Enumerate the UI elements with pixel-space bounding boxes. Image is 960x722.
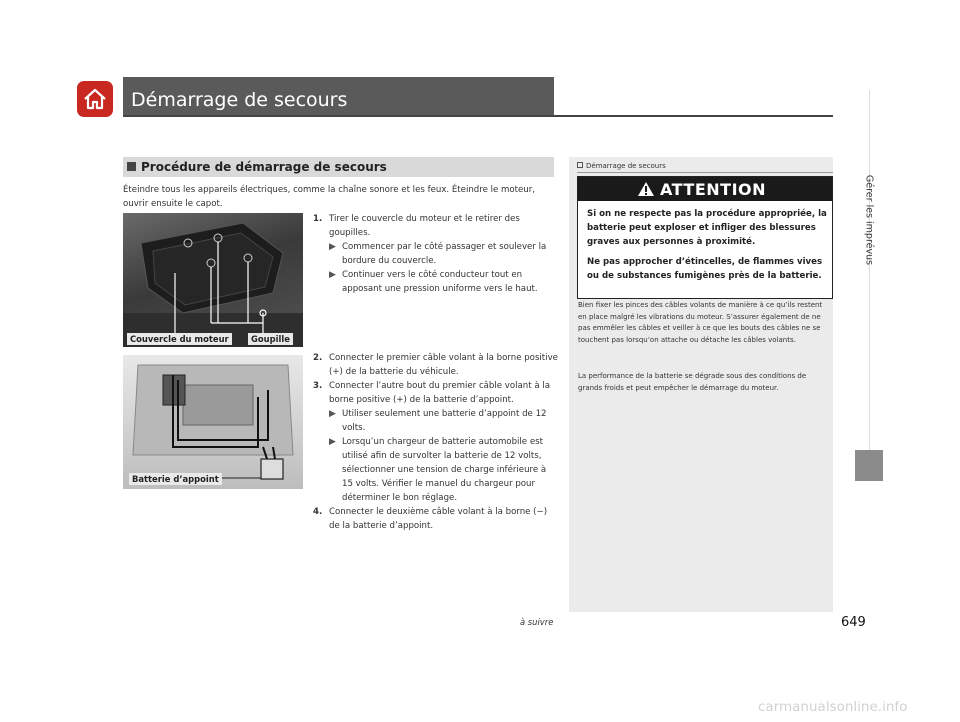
step-3 — [313, 379, 558, 407]
sub-text: Utiliser seulement une batterie d’appoint de 12 volts. — [342, 409, 547, 433]
reference-square-icon — [577, 162, 583, 168]
side-note-heading — [577, 162, 666, 170]
steps-block-1 — [313, 212, 558, 296]
step-text: Connecter le premier câble volant à la borne positive (+) de la batterie du véhicule. — [329, 353, 558, 377]
pin-label: Goupille — [248, 333, 293, 345]
continued-text: à suivre — [520, 617, 554, 627]
arrow-icon: ▶ — [329, 270, 336, 280]
step-number: 3. — [313, 381, 323, 391]
note-paragraph-1: Bien fixer les pinces des câbles volants de manière à ce qu’ils restent en place malgré les vibrations du moteur. S’assurer également de ne pas emmêler les câbles et veiller à ce que les bouts des câbles ne se touchent pas lorsqu’on attache ou détache les câbles volants. — [578, 301, 823, 344]
page-title: Démarrage de secours — [131, 89, 348, 111]
engine-cover-label: Couvercle du moteur — [127, 333, 232, 345]
engine-cover-illustration — [123, 213, 303, 347]
attention-title: ATTENTION — [660, 180, 767, 199]
step-3-sub-1 — [313, 407, 558, 435]
attention-box — [577, 176, 833, 299]
booster-battery-label: Batterie d’appoint — [129, 473, 222, 485]
page-number: 649 — [841, 615, 866, 630]
home-button[interactable] — [77, 81, 113, 117]
title-divider — [123, 115, 833, 117]
sub-text: Continuer vers le côté conducteur tout en apposant une pression uniforme vers le haut. — [342, 270, 538, 294]
side-tab-marker[interactable] — [855, 450, 883, 481]
sub-text: Commencer par le côté passager et soulever la bordure du couvercle. — [342, 242, 547, 266]
note-paragraph-2: La performance de la batterie se dégrade sous des conditions de grands froids et peut empêcher le démarrage du moteur. — [578, 372, 807, 392]
watermark: carmanualsonline.info — [758, 699, 908, 715]
page-title-bar — [123, 77, 554, 115]
jump-cable-illustration — [123, 355, 303, 489]
arrow-icon: ▶ — [329, 437, 336, 447]
attention-paragraph-1: Si on ne respecte pas la procédure appropriée, la batterie peut exploser et infliger des blessures graves aux personnes à proximité. — [587, 209, 827, 247]
step-text: Connecter l’autre bout du premier câble volant à la borne positive (+) de la batterie d’appoint. — [329, 381, 550, 405]
sub-text: Lorsqu’un chargeur de batterie automobile est utilisé afin de survolter la batterie de 12 volts, sélectionner une tension de charge inférieure à 15 volts. Vérifier le manuel du chargeur pour déterminer le bon réglage. — [342, 437, 547, 503]
side-tab-text: Gérer les imprévus — [863, 174, 875, 266]
warning-triangle-icon — [637, 181, 655, 197]
attention-header — [578, 177, 832, 201]
home-icon — [82, 86, 108, 112]
step-text: Connecter le deuxième câble volant à la borne (−) de la batterie d’appoint. — [329, 507, 548, 531]
section-square-icon — [127, 162, 136, 171]
step-4 — [313, 505, 558, 533]
section-title: Procédure de démarrage de secours — [141, 160, 387, 174]
arrow-icon: ▶ — [329, 409, 336, 419]
step-1-sub-2 — [313, 268, 558, 296]
step-2 — [313, 351, 558, 379]
attention-paragraph-2: Ne pas approcher d’étincelles, de flammes vives ou de substances fumigènes près de la batterie. — [587, 257, 823, 281]
step-text: Tirer le couvercle du moteur et le retirer des goupilles. — [329, 214, 520, 238]
side-tab-label[interactable] — [854, 160, 884, 280]
side-note-divider — [577, 172, 833, 173]
intro-text: Éteindre tous les appareils électriques, comme la chaîne sonore et les feux. Éteindre le moteur, ouvrir ensuite le capot. — [123, 185, 536, 209]
side-note-heading-text: Démarrage de secours — [586, 162, 666, 170]
step-3-sub-2 — [313, 435, 558, 505]
step-1 — [313, 212, 558, 240]
steps-block-2 — [313, 351, 558, 533]
section-heading — [123, 157, 554, 177]
step-1-sub-1 — [313, 240, 558, 268]
engine-cover-drawing — [123, 213, 303, 347]
side-note-panel — [569, 157, 833, 612]
jump-cable-drawing — [123, 355, 303, 489]
arrow-icon: ▶ — [329, 242, 336, 252]
step-number: 2. — [313, 353, 323, 363]
step-number: 4. — [313, 507, 323, 517]
step-number: 1. — [313, 214, 323, 224]
